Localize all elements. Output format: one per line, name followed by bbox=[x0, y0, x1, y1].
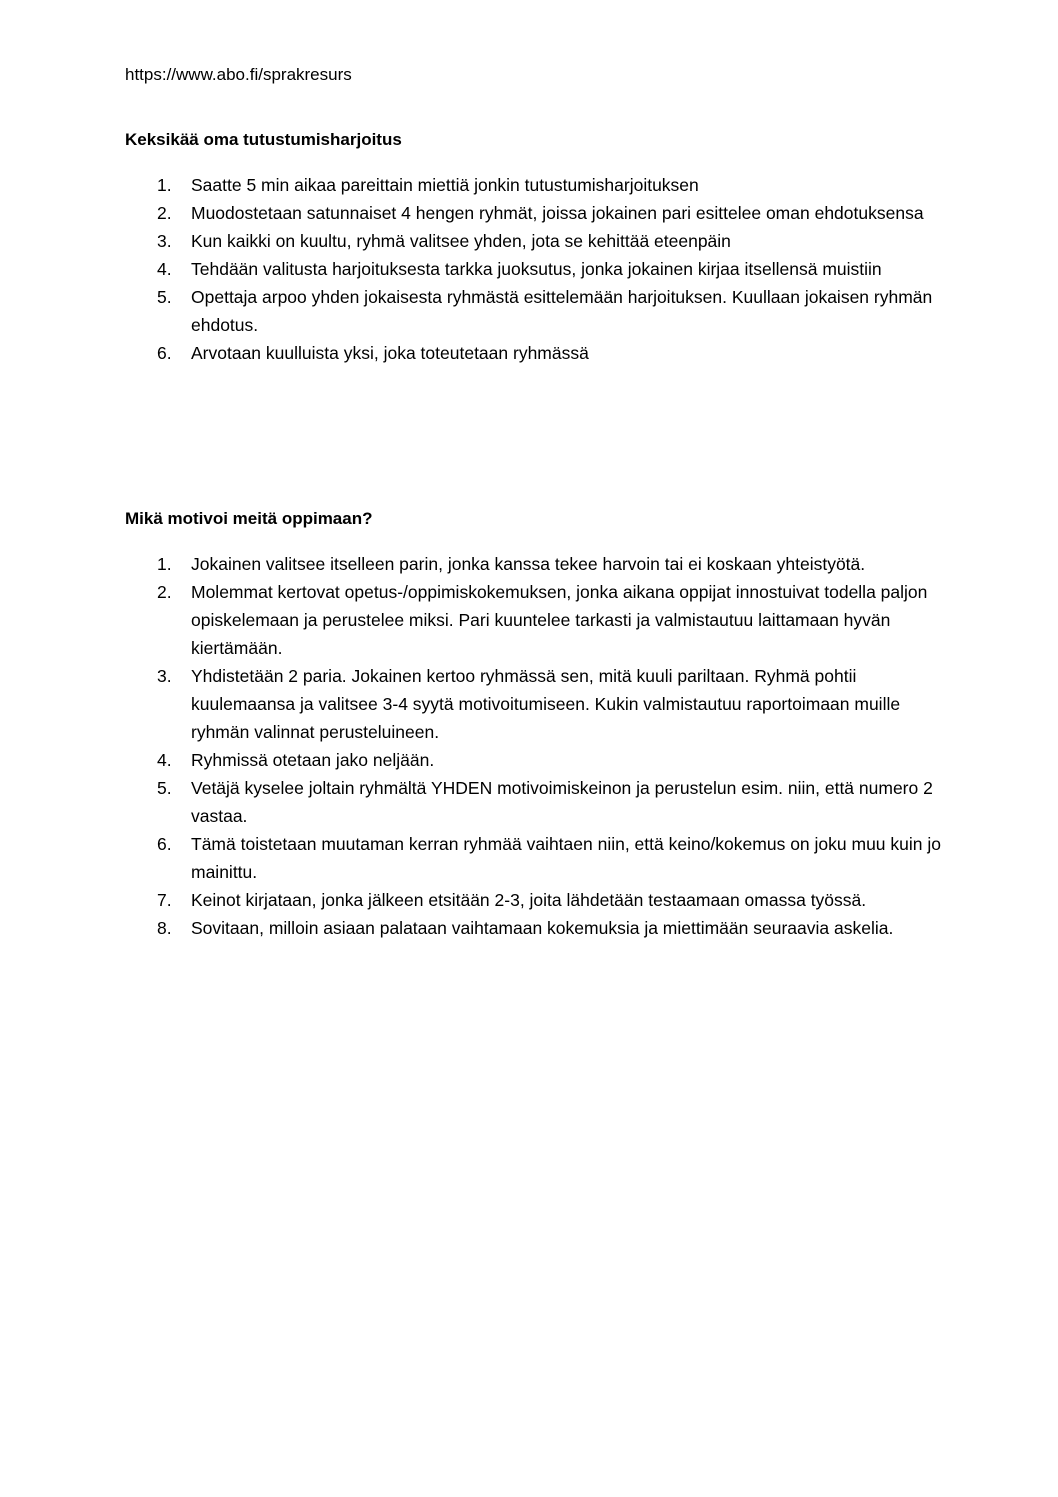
list-item-number: 1. bbox=[157, 175, 172, 195]
list-item-text: Arvotaan kuulluista yksi, joka toteutetaan ryhmässä bbox=[191, 343, 589, 363]
list-item bbox=[125, 774, 945, 830]
list-item-text: Vetäjä kyselee joltain ryhmältä YHDEN motivoimiskeinon ja perustelun esim. niin, että numero 2 vastaa. bbox=[191, 778, 933, 826]
list-item-text: Yhdistetään 2 paria. Jokainen kertoo ryhmässä sen, mitä kuuli pariltaan. Ryhmä pohtii kuulemaansa ja valitsee 3-4 syytä motivoitumiseen. Kukin valmistautuu raportoimaan muille ryhmän valinnat perusteluineen. bbox=[191, 666, 901, 742]
list-item-number: 5. bbox=[157, 287, 172, 307]
section-icebreaker bbox=[125, 128, 945, 367]
list-item-text: Jokainen valitsee itselleen parin, jonka kanssa tekee harvoin tai ei koskaan yhteistyötä. bbox=[191, 554, 866, 574]
list-item-text: Molemmat kertovat opetus-/oppimiskokemuksen, jonka aikana oppijat innostuivat todella paljon opiskelemaan ja perustelee miksi. Pari kuuntelee tarkasti ja valmistautuu laittamaan hyvän kiertämään. bbox=[191, 582, 928, 658]
section-motivation bbox=[125, 507, 945, 942]
list-item bbox=[125, 746, 945, 774]
list-item-text: Saatte 5 min aikaa pareittain miettiä jonkin tutustumisharjoituksen bbox=[191, 175, 699, 195]
list-item bbox=[125, 199, 945, 227]
list-item-number: 8. bbox=[157, 918, 172, 938]
list-item-number: 2. bbox=[157, 203, 172, 223]
section-title: Keksikää oma tutustumisharjoitus bbox=[125, 130, 402, 149]
list-item-number: 3. bbox=[157, 231, 172, 251]
list-item-text: Keinot kirjataan, jonka jälkeen etsitään 2-3, joita lähdetään testaamaan omassa työssä. bbox=[191, 890, 867, 910]
list-item bbox=[125, 578, 945, 662]
list-item-number: 3. bbox=[157, 666, 172, 686]
list-item-text: Opettaja arpoo yhden jokaisesta ryhmästä esittelemään harjoituksen. Kuullaan jokaisen ryhmän ehdotus. bbox=[191, 287, 933, 335]
list-item-text: Tämä toistetaan muutaman kerran ryhmää vaihtaen niin, että keino/kokemus on joku muu kuin jo mainittu. bbox=[191, 834, 941, 882]
list-item-text: Sovitaan, milloin asiaan palataan vaihtamaan kokemuksia ja miettimään seuraavia askelia. bbox=[191, 918, 894, 938]
source-url: https://www.abo.fi/sprakresurs bbox=[125, 65, 352, 84]
list-item bbox=[125, 662, 945, 746]
list-item-text: Ryhmissä otetaan jako neljään. bbox=[191, 750, 435, 770]
list-item-number: 5. bbox=[157, 778, 172, 798]
list-item bbox=[125, 227, 945, 255]
list-item-number: 4. bbox=[157, 750, 172, 770]
list-item-number: 7. bbox=[157, 890, 172, 910]
list-item bbox=[125, 339, 945, 367]
list-item bbox=[125, 830, 945, 886]
list-item-number: 6. bbox=[157, 834, 172, 854]
list-item bbox=[125, 914, 945, 942]
list-item-text: Tehdään valitusta harjoituksesta tarkka juoksutus, jonka jokainen kirjaa itsellensä muistiin bbox=[191, 259, 882, 279]
list-item bbox=[125, 886, 945, 914]
list-item-text: Kun kaikki on kuultu, ryhmä valitsee yhden, jota se kehittää eteenpäin bbox=[191, 231, 731, 251]
list-item-number: 1. bbox=[157, 554, 172, 574]
list-item-number: 6. bbox=[157, 343, 172, 363]
list-item-number: 2. bbox=[157, 582, 172, 602]
steps-list bbox=[125, 550, 945, 942]
list-item bbox=[125, 283, 945, 339]
list-item bbox=[125, 255, 945, 283]
section-title: Mikä motivoi meitä oppimaan? bbox=[125, 509, 373, 528]
list-item-number: 4. bbox=[157, 259, 172, 279]
list-item bbox=[125, 171, 945, 199]
list-item bbox=[125, 550, 945, 578]
list-item-text: Muodostetaan satunnaiset 4 hengen ryhmät, joissa jokainen pari esittelee oman ehdotuksensa bbox=[191, 203, 924, 223]
steps-list bbox=[125, 171, 945, 367]
